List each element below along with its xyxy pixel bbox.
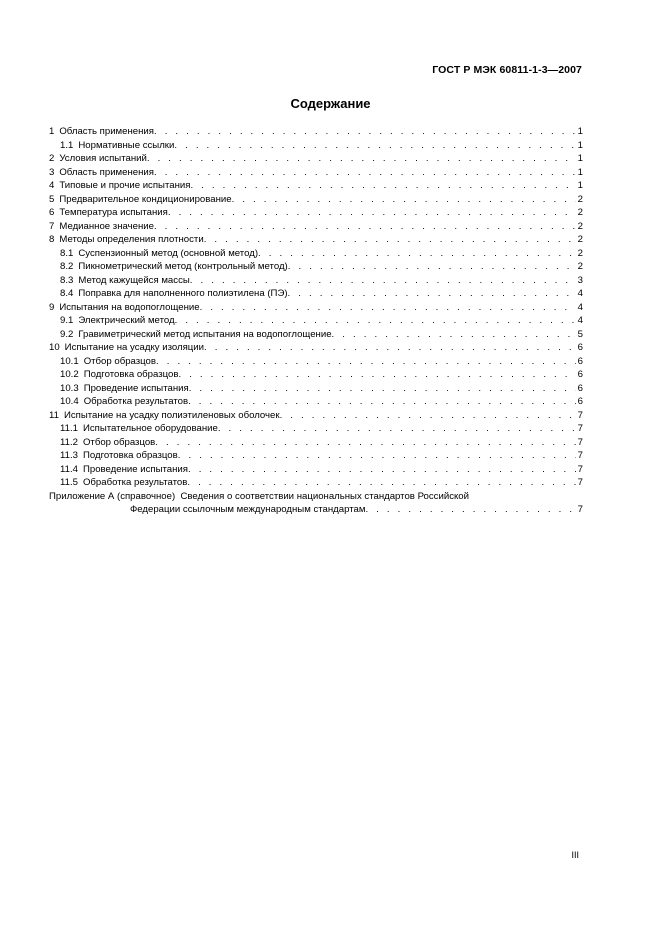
toc-entry-label <box>49 409 280 423</box>
toc-entry[interactable] <box>49 436 583 450</box>
dot-leader <box>204 233 576 247</box>
toc-entry-number: 10.2 <box>60 369 79 380</box>
toc-entry-text: Предварительное кондиционирование <box>59 193 232 205</box>
toc-entry-number: 9 <box>49 301 55 313</box>
toc-entry-page: 3 <box>577 274 583 286</box>
toc-entry-text: Температура испытания <box>59 207 168 218</box>
toc-entry-page: 4 <box>577 315 583 326</box>
dot-leader <box>155 436 575 450</box>
toc-entry-label <box>49 193 232 207</box>
toc-entry-label <box>60 328 332 342</box>
document-code: ГОСТ Р МЭК 60811-1-3—2007 <box>432 64 582 76</box>
toc-entry-page: 1 <box>577 166 583 178</box>
toc-entry-page: 7 <box>577 477 583 488</box>
toc-entry-text: Проведение испытания <box>82 463 188 475</box>
toc-entry-text: Медианное значение <box>59 220 154 232</box>
toc-entry-page: 2 <box>577 193 583 205</box>
toc-entry-number: 8.1 <box>60 247 74 259</box>
dot-leader <box>218 422 576 436</box>
dot-leader <box>190 274 576 288</box>
toc-entry-page: 2 <box>577 220 583 232</box>
toc-entry[interactable] <box>49 233 583 247</box>
toc-entry-page: 6 <box>577 382 583 394</box>
toc-entry-page: 1 <box>577 180 583 191</box>
toc-entry-label <box>49 206 168 220</box>
toc-entry-label <box>60 274 190 288</box>
toc-entry-page: 2 <box>577 261 583 272</box>
table-of-contents <box>49 125 583 517</box>
toc-entry-label <box>60 476 187 490</box>
toc-entry-page: 2 <box>577 207 583 218</box>
toc-entry-number: 8.4 <box>60 288 74 299</box>
dot-leader <box>332 328 576 342</box>
toc-entry-label <box>49 125 154 139</box>
page-title: Содержание <box>290 96 371 111</box>
toc-entry-number: 1.1 <box>60 139 74 151</box>
toc-entry-text: Область применения <box>59 126 154 137</box>
toc-entry-number: 11.3 <box>60 450 78 461</box>
toc-entry-label <box>49 220 154 234</box>
dot-leader <box>147 152 576 166</box>
toc-entry-label <box>49 152 147 166</box>
toc-entry-page: 6 <box>577 369 583 380</box>
toc-entry-number: 11.1 <box>60 423 78 434</box>
toc-entry-label <box>60 287 288 301</box>
toc-entry-text: Подготовка образцов <box>82 450 178 461</box>
toc-entry-number: 1 <box>49 126 55 137</box>
toc-entry-text: Отбор образцов <box>83 355 156 367</box>
dot-leader <box>154 166 576 180</box>
toc-entry-text: Методы определения плотности <box>59 234 204 245</box>
toc-entry-text: Проведение испытания <box>83 382 189 394</box>
toc-entry[interactable] <box>49 341 583 355</box>
appendix-label: Приложение А (справочное) <box>49 490 176 502</box>
toc-entry[interactable] <box>49 247 583 261</box>
toc-entry-number: 9.1 <box>60 315 74 326</box>
toc-entry[interactable] <box>49 166 583 180</box>
toc-entry-number: 7 <box>49 220 55 232</box>
toc-entry[interactable] <box>49 463 583 477</box>
toc-entry-text: Типовые и прочие испытания <box>59 180 191 191</box>
toc-entry-label <box>49 341 204 355</box>
toc-entry[interactable] <box>49 368 583 382</box>
toc-entry-label <box>49 233 204 247</box>
dot-leader <box>154 220 576 234</box>
toc-entry-number: 11.5 <box>60 477 78 488</box>
toc-entry[interactable] <box>49 152 583 166</box>
toc-entry-text: Гравиметрический метод испытания на водопоглощение <box>78 328 332 340</box>
appendix-page: 7 <box>577 504 583 515</box>
dot-leader <box>190 179 575 193</box>
toc-entry-page: 2 <box>577 234 583 245</box>
dot-leader <box>200 301 576 315</box>
dot-leader <box>188 463 576 477</box>
toc-entry-text: Испытание на усадку полиэтиленовых оболочек <box>63 409 280 421</box>
toc-entry-text: Отбор образцов <box>82 436 156 448</box>
toc-entry[interactable] <box>49 449 583 463</box>
toc-entry-page: 6 <box>577 355 583 367</box>
toc-entry-text: Пикнометрический метод (контрольный метод) <box>78 261 288 272</box>
toc-entry-number: 2 <box>49 153 55 164</box>
toc-entry-page: 6 <box>577 396 583 407</box>
toc-entry-page: 1 <box>577 153 583 164</box>
dot-leader <box>189 382 576 396</box>
toc-entry-text: Испытания на водопоглощение <box>59 301 200 313</box>
dot-leader <box>188 395 576 409</box>
toc-entry-text: Испытание на усадку изоляции <box>64 342 205 353</box>
dot-leader <box>156 355 576 369</box>
toc-entry-number: 5 <box>49 193 55 205</box>
toc-entry-text: Нормативные ссылки <box>78 139 175 151</box>
toc-entry-label <box>60 260 288 274</box>
toc-entry-label <box>60 382 189 396</box>
dot-leader <box>174 139 575 153</box>
toc-entry-page: 1 <box>577 139 583 151</box>
toc-entry-label <box>49 179 190 193</box>
dot-leader <box>178 449 576 463</box>
toc-entry-page: 7 <box>577 450 583 461</box>
toc-entry[interactable] <box>49 422 583 436</box>
toc-entry-number: 11.2 <box>60 436 78 448</box>
dot-leader <box>168 206 576 220</box>
toc-entry-text: Условия испытаний <box>59 153 147 164</box>
toc-entry-page: 4 <box>577 301 583 313</box>
toc-entry-text: Электрический метод <box>78 315 175 326</box>
toc-entry-number: 11.4 <box>60 463 78 475</box>
dot-leader <box>187 476 575 490</box>
toc-entry[interactable] <box>49 355 583 369</box>
toc-entry-number: 9.2 <box>60 328 74 340</box>
toc-entry-page: 5 <box>577 328 583 340</box>
toc-entry-page: 6 <box>577 342 583 353</box>
dot-leader <box>288 287 576 301</box>
toc-entry-label <box>60 314 175 328</box>
dot-leader <box>154 125 576 139</box>
appendix-title-line1: Сведения о соответствии национальных стандартов Российской <box>180 490 469 502</box>
toc-entry-page: 4 <box>577 288 583 299</box>
page-number: III <box>571 850 579 860</box>
toc-entry-text: Метод кажущейся массы <box>78 274 190 286</box>
toc-entry-page: 7 <box>577 423 583 434</box>
toc-entry-label <box>60 139 174 153</box>
toc-entry-number: 10 <box>49 342 60 353</box>
toc-entry-label <box>60 368 178 382</box>
toc-entry-page: 1 <box>577 126 583 137</box>
dot-leader <box>232 193 576 207</box>
toc-entry-label <box>60 422 218 436</box>
dot-leader <box>280 409 576 423</box>
toc-entry-text: Обработка результатов <box>83 396 189 407</box>
toc-entry[interactable] <box>49 139 583 153</box>
toc-entry-label <box>60 436 155 450</box>
dot-leader <box>258 247 576 261</box>
toc-entry[interactable] <box>49 193 583 207</box>
toc-entry[interactable] <box>49 301 583 315</box>
toc-entry-number: 4 <box>49 180 55 191</box>
appendix-title-line2: Федерации ссылочным международным стандартам <box>130 504 366 515</box>
toc-entry-label <box>60 355 156 369</box>
dot-leader <box>178 368 575 382</box>
toc-entry-page: 7 <box>577 436 583 448</box>
toc-entry-text: Поправка для наполненного полиэтилена (ПЭ) <box>78 288 288 299</box>
toc-entry-page: 7 <box>577 463 583 475</box>
toc-entry[interactable] <box>49 260 583 274</box>
toc-entry[interactable] <box>49 395 583 409</box>
toc-entry[interactable] <box>49 382 583 396</box>
toc-entry[interactable] <box>49 476 583 490</box>
toc-entry[interactable] <box>49 314 583 328</box>
dot-leader <box>204 341 576 355</box>
toc-entry-number: 8.2 <box>60 261 74 272</box>
toc-entry-number: 8.3 <box>60 274 74 286</box>
toc-entry[interactable] <box>49 125 583 139</box>
toc-entry-text: Область применения <box>59 166 154 178</box>
toc-entry-number: 11 <box>49 409 59 421</box>
toc-entry-number: 3 <box>49 166 55 178</box>
toc-entry[interactable] <box>49 328 583 342</box>
toc-entry[interactable] <box>49 274 583 288</box>
toc-entry-page: 7 <box>577 409 583 421</box>
toc-entry-number: 10.1 <box>60 355 79 367</box>
toc-entry[interactable] <box>49 179 583 193</box>
toc-entry[interactable] <box>49 409 583 423</box>
toc-entry[interactable] <box>49 287 583 301</box>
toc-entry[interactable] <box>49 220 583 234</box>
toc-entry-text: Испытательное оборудование <box>82 423 218 434</box>
toc-entry-number: 8 <box>49 234 55 245</box>
toc-entry-label <box>60 247 258 261</box>
toc-entry-number: 10.4 <box>60 396 79 407</box>
toc-entry-text: Подготовка образцов <box>83 369 179 380</box>
toc-entry-number: 10.3 <box>60 382 79 394</box>
toc-appendix-entry[interactable] <box>49 490 583 517</box>
dot-leader <box>175 314 576 328</box>
toc-entry-label <box>60 395 188 409</box>
toc-entry-page: 2 <box>577 247 583 259</box>
dot-leader <box>365 503 575 517</box>
toc-entry[interactable] <box>49 206 583 220</box>
dot-leader <box>288 260 576 274</box>
toc-entry-text: Суспензионный метод (основной метод) <box>78 247 259 259</box>
toc-entry-label <box>49 166 154 180</box>
toc-entry-label <box>60 463 188 477</box>
toc-entry-label <box>60 449 178 463</box>
toc-entry-text: Обработка результатов <box>82 477 188 488</box>
toc-entry-number: 6 <box>49 207 55 218</box>
toc-entry-label <box>49 301 200 315</box>
